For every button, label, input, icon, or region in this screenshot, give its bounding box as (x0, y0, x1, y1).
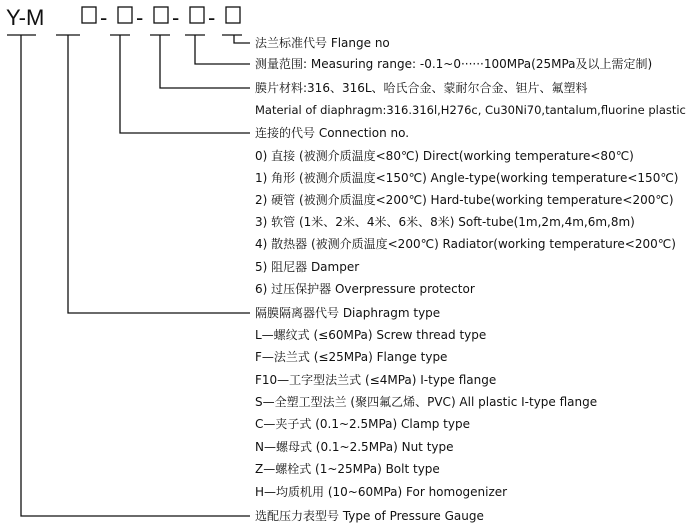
code-box-1 (82, 7, 96, 23)
label-connection-no: 连接的代号 Connection no. (255, 126, 410, 140)
code-separator-3: - (172, 5, 180, 30)
connection-type-4: 4) 散热器 (被测介质温度<200℃) Radiator(working temperature<200℃) (255, 237, 676, 251)
diaphragm-type-z: Z—螺栓式 (1~25MPa) Bolt type (255, 462, 440, 476)
leader-flange-no (234, 35, 250, 43)
label-diaphragm-material-cn: 膜片材料:316、316L、哈氏合金、蒙耐尔合金、钽片、氟塑料 (255, 81, 588, 95)
code-separator-4: - (208, 5, 216, 30)
leader-measuring-range (195, 35, 250, 64)
diaphragm-type-n: N—螺母式 (0.1~2.5MPa) Nut type (255, 440, 454, 454)
leader-diaphragm-code (68, 35, 250, 313)
label-gauge-type: 选配压力表型号 Type of Pressure Gauge (255, 509, 484, 523)
code-box-5 (226, 7, 240, 23)
connection-type-3: 3) 软管 (1米、2米、4米、6米、8米) Soft-tube(1m,2m,4m,6m,8m) (255, 215, 635, 229)
diaphragm-type-l: L—螺纹式 (≤60MPa) Screw thread type (255, 328, 487, 342)
code-separator-1: - (100, 5, 108, 30)
code-separator-2: - (136, 5, 144, 30)
label-measuring-range: 测量范围: Measuring range: -0.1~0······100MPa(25MPa及以上需定制) (255, 57, 653, 71)
label-diaphragm-material-en: Material of diaphragm:316.316l,H276c, Cu30Ni70,tantalum,fluorine plastic (255, 103, 686, 117)
diaphragm-type-c: C—夹子式 (0.1~2.5MPa) Clamp type (255, 417, 470, 431)
code-box-4 (190, 7, 204, 23)
connection-type-5: 5) 阻尼器 Damper (255, 260, 360, 274)
connection-type-2: 2) 硬管 (被测介质温度<200℃) Hard-tube(working temperature<200℃) (255, 193, 674, 207)
code-box-3 (154, 7, 168, 23)
leader-connection-no (120, 35, 250, 133)
label-flange-no: 法兰标准代号 Flange no (255, 36, 390, 50)
model-prefix: Y-M (6, 5, 45, 30)
diaphragm-type-f: F—法兰式 (≤25MPa) Flange type (255, 350, 448, 364)
diaphragm-type-h: H—均质机用 (10~60MPa) For homogenizer (255, 485, 508, 499)
leader-gauge-type (21, 35, 250, 516)
diaphragm-type-f10: F10—工字型法兰式 (≤4MPa) I-type flange (255, 373, 497, 387)
code-box-2 (118, 7, 132, 23)
connection-type-6: 6) 过压保护器 Overpressure protector (255, 282, 475, 296)
label-diaphragm-code: 隔膜隔离器代号 Diaphragm type (255, 306, 441, 320)
connection-type-1: 1) 角形 (被测介质温度<150℃) Angle-type(working temperature<150℃) (255, 171, 679, 185)
connection-type-0: 0) 直接 (被测介质温度<80℃) Direct(working temperature<80℃) (255, 149, 634, 163)
diaphragm-type-s: S—全塑工型法兰 (聚四氟乙烯、PVC) All plastic I-type flange (255, 395, 598, 409)
